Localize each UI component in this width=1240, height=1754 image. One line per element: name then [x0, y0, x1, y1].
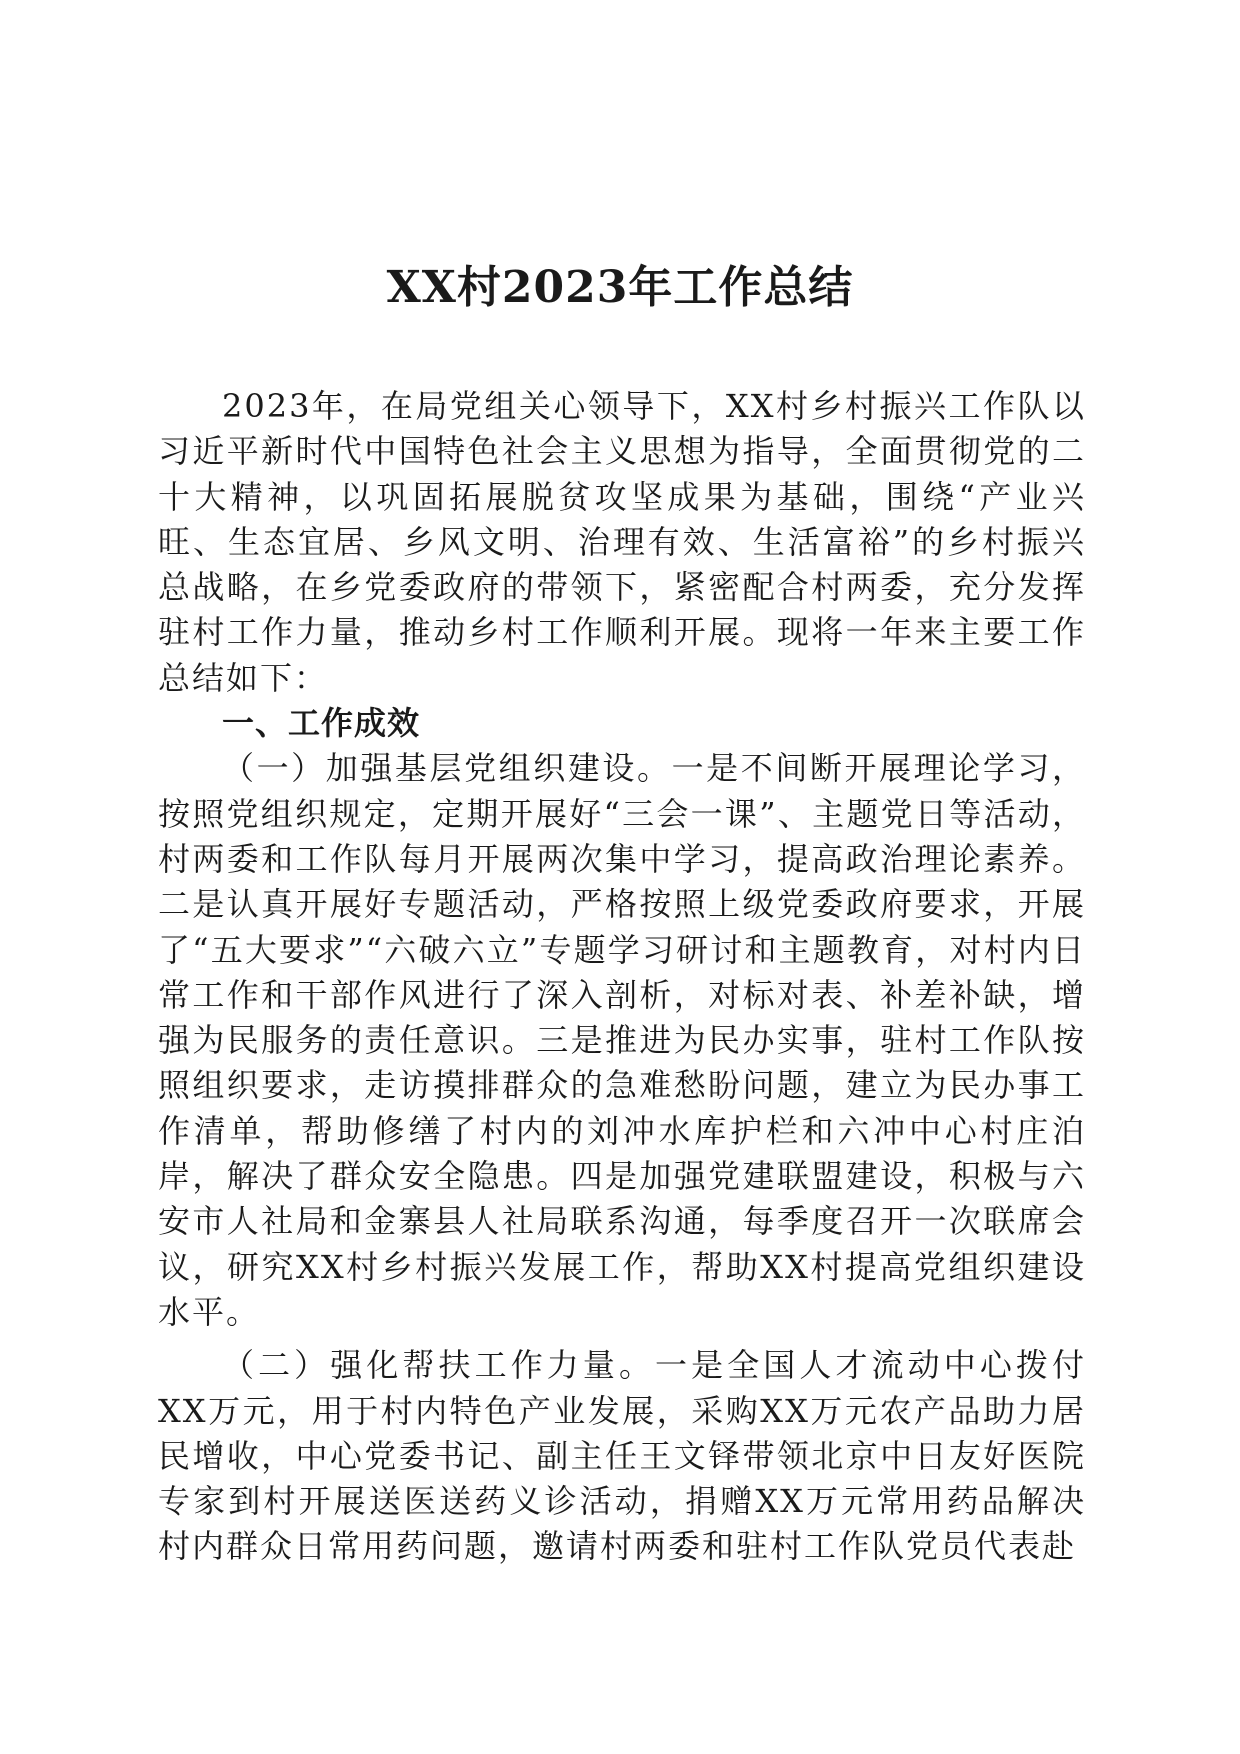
subsection-party-building: （一）加强基层党组织建设。一是不间断开展理论学习，按照党组织规定，定期开展好“三会一课”、主题党日等活动，村两委和工作队每月开展两次集中学习，提高政治理论素养。二是认真开展好专题活动，严格按照上级党委政府要求，开展了“五大要求”“六破六立”专题学习研讨和主题教育，对村内日常工作和干部作风进行了深入剖析，对标对表、补差补缺，增强为民服务的责任意识。三是推进为民办实事，驻村工作队按照组织要求，走访摸排群众的急难愁盼问题，建立为民办事工作清单，帮助修缮了村内的刘冲水库护栏和六冲中心村庄泊岸，解决了群众安全隐患。四是加强党建联盟建设，积极与六安市人社局和金寨县人社局联系沟通，每季度召开一次联席会议，研究XX村乡村振兴发展工作，帮助XX村提高党组织建设水平。 — [158, 749, 1086, 1331]
document-title: XX村2023年工作总结 — [386, 262, 854, 313]
section-heading-achievements: 一、工作成效 — [222, 704, 421, 743]
intro-paragraph: 2023年，在局党组关心领导下，XX村乡村振兴工作队以习近平新时代中国特色社会主义思想为指导，全面贯彻党的二十大精神，以巩固拓展脱贫攻坚成果为基础，围绕“产业兴旺、生态宜居、乡风文明、治理有效、生活富裕”的乡村振兴总战略，在乡党委政府的带领下，紧密配合村两委，充分发挥驻村工作力量，推动乡村工作顺利开展。现将一年来主要工作总结如下： — [158, 387, 1086, 697]
document-body — [158, 384, 1086, 1570]
subsection-support-force: （二）强化帮扶工作力量。一是全国人才流动中心拨付XX万元，用于村内特色产业发展，采购XX万元农产品助力居民增收，中心党委书记、副主任王文铎带领北京中日友好医院专家到村开展送医送药义诊活动，捐赠XX万元常用药品解决村内群众日常用药问题，邀请村两委和驻村工作队党员代表赴 — [158, 1346, 1086, 1566]
